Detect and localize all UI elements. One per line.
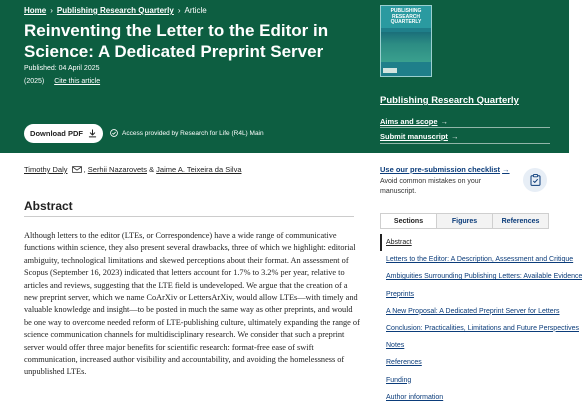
- arrow-right-icon: →: [440, 117, 449, 126]
- download-pdf-button[interactable]: [24, 124, 103, 143]
- author-link[interactable]: Jaime A. Teixeira da Silva: [156, 165, 242, 174]
- toc-item[interactable]: Preprints: [386, 290, 415, 298]
- breadcrumb-home[interactable]: Home: [24, 6, 47, 15]
- publication-date: Published: 04 April 2025: [24, 65, 100, 72]
- toc-item[interactable]: A New Proposal: A Dedicated Preprint Server for Letters: [386, 307, 560, 315]
- toc-item[interactable]: Author information: [386, 393, 444, 401]
- breadcrumb: [24, 6, 207, 15]
- abstract-heading: Abstract: [24, 199, 73, 213]
- abstract-text: Although letters to the editor (LTEs, or Correspondence) have a wide range of communicative functions within science, they also present several drawbacks, three of which we highlight: editorial ambiguity, technological limitations and skewed perceptions about their format. An assessment of Scopus (September 16, 2023) indicated that letters account for 1.7% to 3.2% per year, relative to articles and reviews, suggesting that the LTE field is undeveloped. We argue that the creation of a new preprint server, which we name CoArXiv or LettersArXiv, would allow LTEs—with timely and valuable knowledge and insight—to be posted in much the same way as other preprints, and would be one way to overcome needed reform of LTE-publishing culture, ultimately expanding the range of science communication channels for multidisciplinary research. We consider that such a preprint server would offer three major benefits for scientific research: format-free ease of swift communication, increased author visibility and accountability, and avoiding the homelessness of unpublished LTEs.: [24, 231, 360, 377]
- toc-item[interactable]: References: [386, 359, 422, 367]
- toc-item[interactable]: Conclusion: Practicalities, Limitations and Future Perspectives: [386, 324, 579, 332]
- journal-cover-logo: [383, 68, 397, 73]
- check-circle-icon: [110, 129, 118, 137]
- citation-row: [24, 78, 100, 85]
- breadcrumb-separator: ›: [50, 6, 53, 15]
- author-separator: &: [149, 165, 155, 174]
- tab-references[interactable]: References: [501, 217, 540, 225]
- checklist-description: Avoid common mistakes on your manuscript.: [380, 178, 482, 195]
- mail-icon[interactable]: [72, 166, 82, 173]
- tab-sections[interactable]: Sections: [381, 214, 437, 228]
- toc-item[interactable]: Funding: [386, 376, 412, 384]
- journal-cover-art: [381, 32, 431, 62]
- aims-and-scope-link[interactable]: [380, 117, 448, 126]
- divider: [24, 216, 354, 217]
- pre-submission-checklist-link[interactable]: [380, 165, 510, 174]
- cite-article-link[interactable]: Cite this article: [54, 78, 101, 85]
- checklist-label: Use our pre-submission checklist: [380, 165, 501, 174]
- divider: [380, 143, 550, 144]
- access-text: Access provided by Research for Life (R4L) Main: [122, 129, 264, 137]
- author-link[interactable]: Serhii Nazarovets: [87, 165, 147, 174]
- toc-item[interactable]: Ambiguities Surrounding Publishing Letters: Available Evidence: [386, 273, 582, 281]
- article-header: [0, 0, 569, 153]
- clipboard-check-icon: [530, 174, 541, 186]
- submit-manuscript-link[interactable]: [380, 132, 458, 141]
- publication-year: (2025): [24, 78, 45, 85]
- arrow-right-icon: →: [502, 165, 510, 174]
- toc-item[interactable]: Letters to the Editor: A Description, Assessment and Critique: [386, 256, 574, 264]
- section-list: [380, 234, 582, 406]
- submit-manuscript-label: Submit manuscript: [380, 132, 448, 141]
- toc-item-abstract[interactable]: Abstract: [380, 234, 549, 251]
- author-separator: ,: [83, 165, 86, 174]
- author-list: [24, 165, 242, 174]
- breadcrumb-separator: ›: [177, 6, 181, 15]
- checklist-icon-badge: [523, 168, 547, 192]
- journal-name-link[interactable]: Publishing Research Quarterly: [380, 95, 519, 106]
- tab-figures[interactable]: Figures: [437, 214, 493, 228]
- access-notice: [110, 129, 264, 137]
- breadcrumb-journal[interactable]: Publishing Research Quarterly: [56, 6, 174, 15]
- arrow-right-icon: →: [450, 132, 459, 141]
- toc-item[interactable]: Notes: [386, 342, 405, 350]
- journal-cover[interactable]: [380, 5, 432, 77]
- author-link[interactable]: Timothy Daly: [24, 165, 68, 174]
- aims-and-scope-label: Aims and scope: [380, 117, 438, 126]
- download-pdf-label: Download PDF: [30, 129, 83, 138]
- download-icon: [88, 129, 97, 138]
- breadcrumb-current: Article: [184, 6, 207, 15]
- divider: [380, 127, 550, 128]
- article-nav-tabs: [380, 213, 549, 229]
- journal-cover-title: PUBLISHING RESEARCH QUARTERLY: [381, 6, 431, 28]
- page-title: Reinventing the Letter to the Editor in Science: A Dedicated Preprint Server: [24, 21, 329, 61]
